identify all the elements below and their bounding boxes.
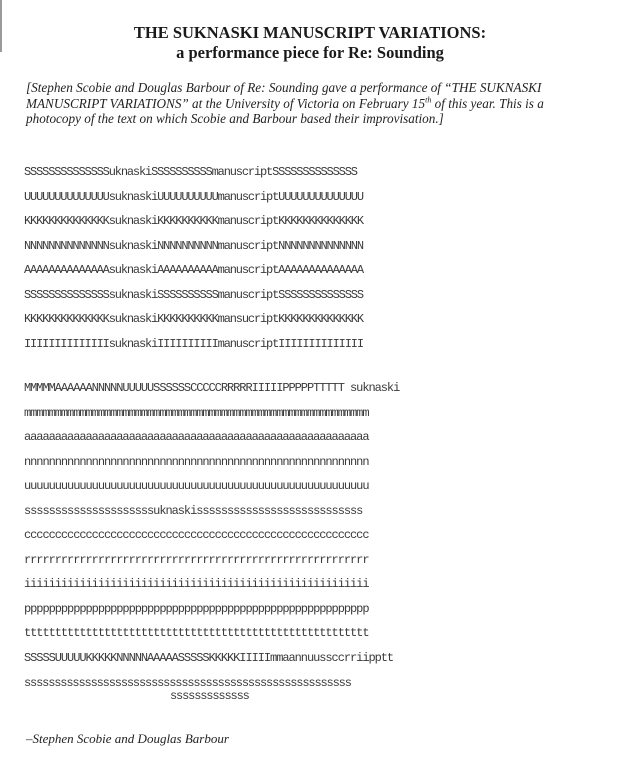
poem-line: iiiiiiiiiiiiiiiiiiiiiiiiiiiiiiiiiiiiiiiiiiiiiiiiiiiiiiii	[24, 577, 369, 591]
poem-line: SSSSSSSSSSSSSSuknaskiSSSSSSSSSSmanuscriptSSSSSSSSSSSSSS	[24, 165, 357, 179]
poem-line: IIIIIIIIIIIIIIsuknaskiIIIIIIIIIImanuscriptIIIIIIIIIIIIII	[24, 336, 363, 351]
page-subtitle: a performance piece for Re: Sounding	[176, 43, 444, 62]
poem-line: UUUUUUUUUUUUUUsuknaskiUUUUUUUUUUmanuscriptUUUUUUUUUUUUUU	[24, 189, 363, 204]
poem-line: pppppppppppppppppppppppppppppppppppppppppppppppppppppppp	[24, 601, 369, 616]
poem-line: rrrrrrrrrrrrrrrrrrrrrrrrrrrrrrrrrrrrrrrrrrrrrrrrrrrrrrrr	[24, 552, 369, 567]
poem-line: SSSSSUUUUUKKKKKNNNNNAAAAASSSSSKKKKKIIIIImmaannuussccrriipptt	[24, 650, 394, 665]
poem-body	[24, 160, 604, 702]
poem-line: mmmmmmmmmmmmmmmmmmmmmmmmmmmmmmmmmmmmmmmmmmmmmmmmmmmmmmmm	[24, 405, 369, 420]
poem-line: KKKKKKKKKKKKKKsuknaskiKKKKKKKKKKmansucriptKKKKKKKKKKKKKK	[24, 312, 363, 326]
poem-line: nnnnnnnnnnnnnnnnnnnnnnnnnnnnnnnnnnnnnnnnnnnnnnnnnnnnnnnn	[24, 454, 369, 469]
poem-line: aaaaaaaaaaaaaaaaaaaaaaaaaaaaaaaaaaaaaaaaaaaaaaaaaaaaaaaa	[24, 430, 369, 444]
poem-line: SSSSSSSSSSSSSSsuknaskiSSSSSSSSSSmanuscriptSSSSSSSSSSSSSS	[24, 287, 363, 302]
poem-line: KKKKKKKKKKKKKKsuknaskiKKKKKKKKKKmanuscriptKKKKKKKKKKKKKK	[24, 214, 363, 228]
poem-line: tttttttttttttttttttttttttttttttttttttttttttttttttttttttt	[24, 626, 369, 640]
author-signature: –Stephen Scobie and Douglas Barbour	[26, 731, 229, 746]
stanza-gap	[24, 356, 604, 376]
poem-line-tail: sssssssssssss	[170, 690, 249, 702]
intro-superscript: th	[425, 95, 432, 105]
poem-line: AAAAAAAAAAAAAAsuknaskiAAAAAAAAAAmanuscriptAAAAAAAAAAAAAA	[24, 263, 363, 277]
poem-line: sssssssssssssssssssssuknaskisssssssssssssssssssssssssss	[24, 503, 363, 518]
poem-line: MMMMMAAAAAANNNNNUUUUUSSSSSSCCCCCRRRRRIIIIIPPPPPTTTTT suknaski	[24, 381, 400, 395]
page-title: THE SUKNASKI MANUSCRIPT VARIATIONS:	[133, 23, 487, 42]
poem-line: cccccccccccccccccccccccccccccccccccccccccccccccccccccccc	[24, 528, 369, 542]
intro-text-part1: [Stephen Scobie and Douglas Barbour of Re: Sounding gave a performance of “THE SUKNASKI MANUSCRIPT VARIATIONS” at the University of Victoria on February 15	[26, 80, 542, 111]
intro-paragraph	[26, 80, 598, 127]
intro-text-part2: of this year. This is a photocopy of the text on which Scobie and Barbour based their improvisation.]	[26, 95, 544, 126]
poem-line: NNNNNNNNNNNNNNsuknaskiNNNNNNNNNNmanuscriptNNNNNNNNNNNNNN	[24, 238, 363, 253]
poem-line: uuuuuuuuuuuuuuuuuuuuuuuuuuuuuuuuuuuuuuuuuuuuuuuuuuuuuuuu	[24, 479, 369, 493]
poem-line: ssssssssssssssssssssssssssssssssssssssssssssssssssssss	[24, 676, 351, 690]
